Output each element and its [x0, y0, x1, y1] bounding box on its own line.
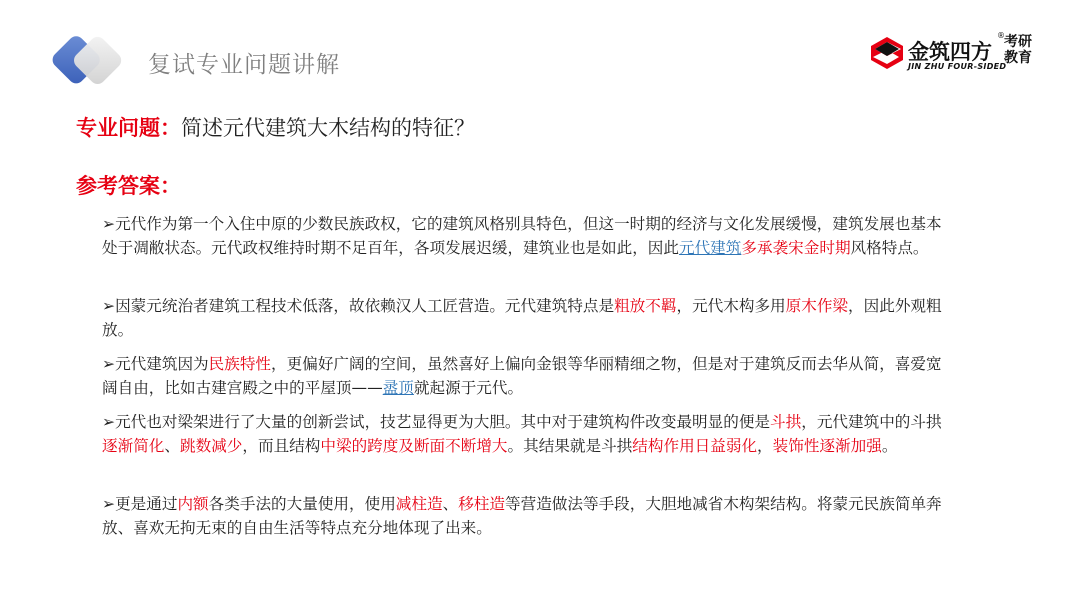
body-text: ，因此外观粗放。: [102, 297, 942, 339]
highlight-text: 减柱造: [395, 495, 443, 513]
body-text: 各类手法的大量使用，使用: [208, 495, 396, 513]
body-text: 风格特点。: [850, 239, 929, 257]
body-text: 等营造做法等手段，大胆地减省木构架结构。将蒙元民族简单奔放、喜欢无拘无束的自由生活等特点充分地体现了出来。: [102, 495, 942, 537]
logo-side-bottom: 教育: [1004, 50, 1032, 66]
highlight-text: 多承袭宋金时期: [741, 239, 851, 257]
header-decoration-icon: [50, 28, 140, 94]
body-text: ➢元代建筑因为: [102, 355, 209, 373]
highlight-text: 原木作梁: [785, 297, 849, 315]
question-line: [76, 112, 475, 142]
logo-chinese-name: 金筑四方: [908, 40, 992, 64]
highlight-text: 中梁的跨度及断面不断增大: [320, 437, 508, 455]
answer-label: 参考答案：: [76, 174, 181, 198]
highlight-text: 内额: [177, 495, 209, 513]
body-text: ，而且结构: [242, 437, 321, 455]
link-text[interactable]: 元代建筑: [678, 239, 742, 257]
answer-paragraph: [102, 294, 952, 342]
logo-registered-mark: ®: [997, 31, 1005, 40]
body-text: 。: [881, 437, 898, 455]
body-text: 就起源于元代。: [413, 379, 524, 397]
question-text: 简述元代建筑大木结构的特征？: [181, 116, 475, 140]
logo-english-name: JIN ZHU FOUR-SIDED: [908, 62, 1007, 71]
body-text: ➢元代也对梁架进行了大量的创新尝试，技艺显得更为大胆。其中对于建筑构件改变最明显的便是: [102, 413, 771, 431]
link-text[interactable]: 盝顶: [382, 379, 414, 397]
body-text: ，元代建筑中的斗拱: [801, 413, 942, 431]
logo-s-mark-icon: [870, 36, 904, 70]
highlight-text: 民族特性: [208, 355, 272, 373]
body-text: ，: [757, 437, 773, 455]
body-text: ，更偏好广阔的空间，虽然喜好上偏向金银等华丽精细之物，但是对于建筑反而去华从简，喜爱宽阔自由，比如古建宫殿之中的平屋顶——: [102, 355, 942, 397]
body-text: ，元代木构多用: [676, 297, 786, 315]
answer-paragraph: [102, 492, 952, 540]
body-text: 、: [164, 437, 180, 455]
logo-side-top: 考研: [1004, 34, 1032, 50]
answer-paragraph: [102, 352, 952, 400]
highlight-text: 结构作用日益弱化: [632, 437, 758, 455]
highlight-text: 装饰性逐渐加强: [772, 437, 882, 455]
highlight-text: 跳数减少: [180, 437, 243, 455]
answer-paragraph: [102, 212, 952, 260]
highlight-text: 粗放不羁: [614, 297, 677, 315]
body-text: ➢元代作为第一个入住中原的少数民族政权，它的建筑风格别具特色，但这一时期的经济与文化发展缓慢，建筑发展也基本处于凋敝状态。元代政权维持时期不足百年，各项发展迟缓，建筑业也是如此，因此: [102, 215, 942, 257]
body-text: 、: [442, 495, 459, 513]
body-text: ➢因蒙元统治者建筑工程技术低落，故依赖汉人工匠营造。元代建筑特点是: [102, 297, 615, 315]
header-title: 复试专业问题讲解: [148, 52, 340, 78]
answer-paragraph: [102, 410, 952, 458]
highlight-text: 移柱造: [458, 495, 505, 513]
logo-side-text: [1004, 34, 1032, 66]
body-text: ➢更是通过: [102, 495, 178, 513]
question-label: 专业问题：: [76, 116, 181, 140]
body-text: 。其结果就是斗拱: [507, 437, 633, 455]
brand-logo: [870, 31, 1040, 76]
highlight-text: 斗拱: [770, 413, 802, 431]
highlight-text: 逐渐简化: [102, 437, 165, 455]
